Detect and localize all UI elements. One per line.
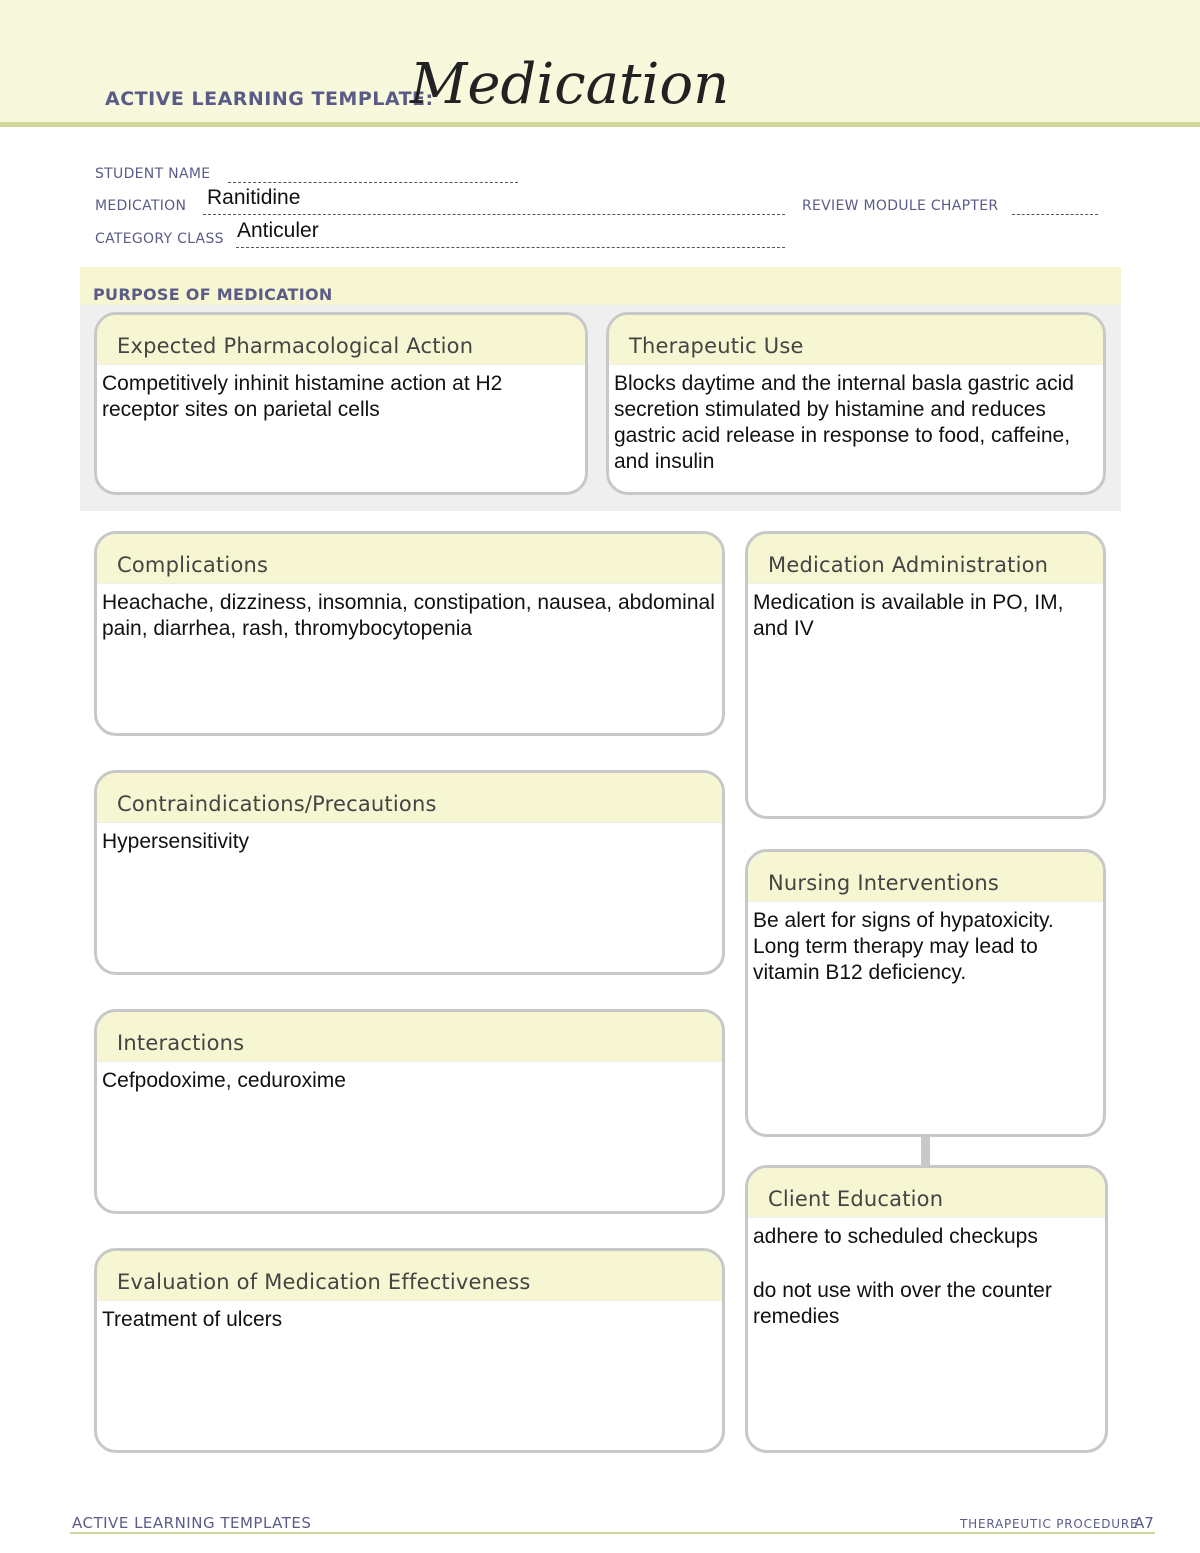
complications-title: Complications [97,534,722,584]
medication-field[interactable] [203,186,785,215]
client-education-title: Client Education [748,1168,1105,1218]
medication-label: MEDICATION [95,198,187,214]
student-name-field[interactable] [228,166,518,183]
category-class-label: CATEGORY CLASS [95,231,224,247]
evaluation-card[interactable] [94,1248,725,1453]
complications-text: Heachache, dizziness, insomnia, constipation, nausea, abdominal pain, diarrhea, rash, thromybocytopenia [102,591,715,640]
contraindications-card[interactable] [94,770,725,975]
purpose-label: PURPOSE OF MEDICATION [93,285,333,304]
complications-card[interactable] [94,531,725,736]
client-education-line2: do not use with over the counter remedies [753,1279,1052,1328]
medication-value: Ranitidine [207,186,301,209]
therapeutic-use-card[interactable] [606,312,1106,495]
footer-right: THERAPEUTIC PROCEDURE [960,1517,1139,1531]
footer-line [70,1532,1155,1534]
page-title: Medication [410,52,730,117]
nursing-interventions-text: Be alert for signs of hypatoxicity. Long term therapy may lead to vitamin B12 deficiency. [753,909,1054,984]
review-module-field[interactable] [1012,198,1098,215]
medication-administration-title: Medication Administration [748,534,1103,584]
contraindications-text: Hypersensitivity [102,830,250,853]
contraindications-title: Contraindications/Precautions [97,773,722,823]
footer-page-number: A7 [1134,1514,1154,1532]
medication-administration-card[interactable] [745,531,1106,819]
interactions-title: Interactions [97,1012,722,1062]
review-module-label: REVIEW MODULE CHAPTER [802,198,999,214]
expected-action-text: Competitively inhinit histamine action at H2 receptor sites on parietal cells [102,372,503,421]
connector-bar [921,1136,930,1166]
expected-action-card[interactable] [94,312,588,495]
evaluation-title: Evaluation of Medication Effectiveness [97,1251,722,1301]
header-label: ACTIVE LEARNING TEMPLATE: [105,88,434,110]
client-education-line1: adhere to scheduled checkups [753,1225,1038,1248]
student-name-label: STUDENT NAME [95,166,211,182]
footer-left: ACTIVE LEARNING TEMPLATES [72,1514,312,1532]
client-education-body [748,1218,1105,1330]
expected-action-title: Expected Pharmacological Action [97,315,585,365]
evaluation-text: Treatment of ulcers [102,1308,283,1331]
therapeutic-use-text: Blocks daytime and the internal basla gastric acid secretion stimulated by histamine and reduces gastric acid release in response to food, caffeine, and insulin [614,372,1074,473]
medication-administration-text: Medication is available in PO, IM, and IV [753,591,1064,640]
nursing-interventions-card[interactable] [745,849,1106,1137]
client-education-card[interactable] [745,1165,1108,1453]
category-class-field[interactable] [236,219,785,248]
nursing-interventions-title: Nursing Interventions [748,852,1103,902]
interactions-text: Cefpodoxime, ceduroxime [102,1069,346,1092]
category-class-value: Anticuler [237,219,319,242]
interactions-card[interactable] [94,1009,725,1214]
therapeutic-use-title: Therapeutic Use [609,315,1103,365]
